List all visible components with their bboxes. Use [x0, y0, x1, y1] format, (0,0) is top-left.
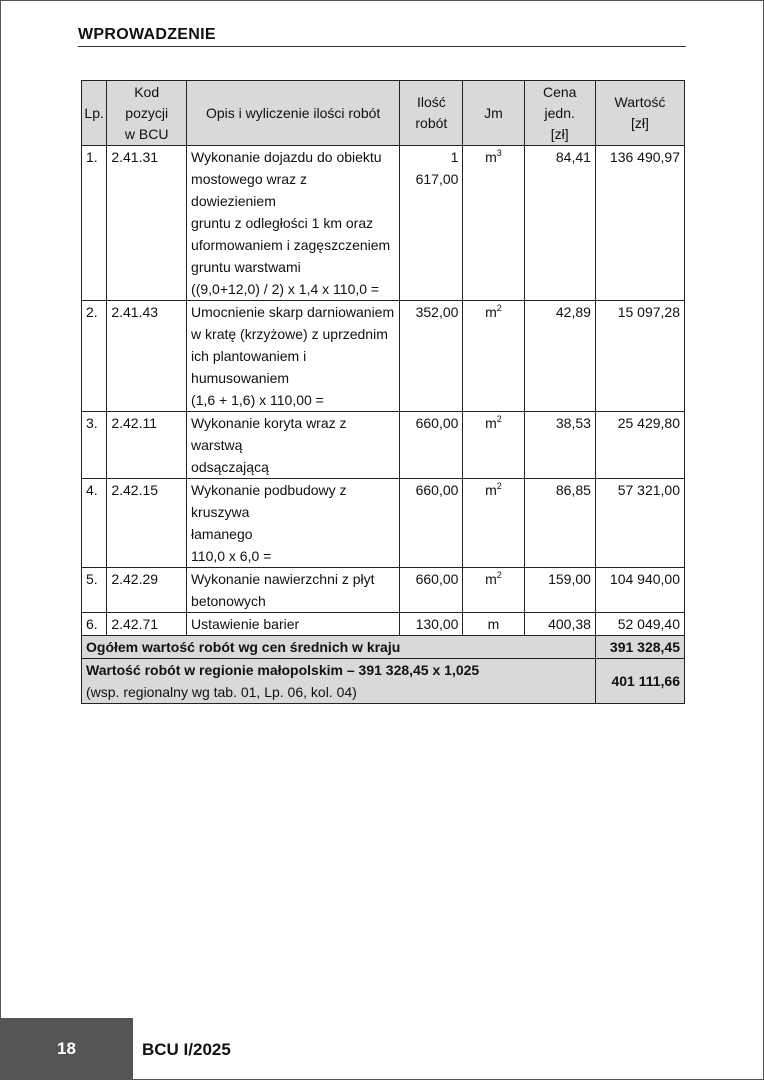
cell-kod: 2.42.29: [107, 568, 187, 613]
unit-text: m: [485, 415, 497, 431]
cell-cena: 86,85: [524, 479, 595, 568]
table-row: [82, 568, 685, 613]
page-number: 18: [57, 1039, 76, 1058]
cell-jm: [463, 301, 524, 412]
cell-jm: [463, 412, 524, 479]
cell-cena: 400,38: [524, 613, 595, 636]
cell-opis: Wykonanie koryta wraz z warstwą odsączającą: [187, 412, 400, 479]
header-lp: Lp.: [82, 81, 107, 146]
cell-cena: 159,00: [524, 568, 595, 613]
cell-lp: 2.: [82, 301, 107, 412]
cell-jm: [463, 613, 524, 636]
table-row: [82, 412, 685, 479]
cell-jm: [463, 146, 524, 301]
cell-opis: Wykonanie dojazdu do obiektu mostowego wraz z dowiezieniem gruntu z odległości 1 km oraz uformowaniem i zagęszczeniem gruntu warstwami ((9,0+12,0) / 2) x 1,4 x 110,0 =: [187, 146, 400, 301]
header-kod: Kod pozycji w BCU: [107, 81, 187, 146]
cell-kod: 2.42.11: [107, 412, 187, 479]
cell-cena: 84,41: [524, 146, 595, 301]
cell-jm: [463, 479, 524, 568]
unit-exponent: 2: [496, 414, 502, 424]
cell-lp: 5.: [82, 568, 107, 613]
total-row: [82, 636, 685, 659]
unit-exponent: 2: [496, 303, 502, 313]
page-number-box: [0, 1018, 133, 1080]
table-row: [82, 301, 685, 412]
table-row: [82, 146, 685, 301]
total-label: Ogółem wartość robót wg cen średnich w kraju: [82, 636, 596, 659]
cell-kod: 2.41.43: [107, 301, 187, 412]
cell-wartosc: 52 049,40: [595, 613, 684, 636]
header-ilosc: Ilość robót: [400, 81, 463, 146]
regional-cell: [82, 659, 596, 704]
section-title: WPROWADZENIE: [78, 26, 686, 47]
regional-value: 401 111,66: [595, 659, 684, 704]
cell-ilosc: 1 617,00: [400, 146, 463, 301]
cell-opis: Wykonanie podbudowy z kruszywa łamanego 110,0 x 6,0 =: [187, 479, 400, 568]
cell-ilosc: 660,00: [400, 412, 463, 479]
cell-wartosc: 104 940,00: [595, 568, 684, 613]
cell-jm: [463, 568, 524, 613]
regional-note: (wsp. regionalny wg tab. 01, Lp. 06, kol. 04): [86, 684, 357, 700]
unit-text: m: [485, 571, 497, 587]
cell-ilosc: 130,00: [400, 613, 463, 636]
table-header-row: [82, 81, 685, 146]
unit-exponent: 2: [496, 481, 502, 491]
cell-wartosc: 25 429,80: [595, 412, 684, 479]
total-value: 391 328,45: [595, 636, 684, 659]
unit-exponent: 2: [496, 570, 502, 580]
cell-lp: 4.: [82, 479, 107, 568]
header-wartosc: Wartość [zł]: [595, 81, 684, 146]
header-cena: Cena jedn. [zł]: [524, 81, 595, 146]
cell-lp: 1.: [82, 146, 107, 301]
cell-wartosc: 57 321,00: [595, 479, 684, 568]
unit-text: m: [485, 149, 497, 165]
regional-label: Wartość robót w regionie małopolskim – 391 328,45 x 1,025: [86, 662, 480, 678]
cell-cena: 38,53: [524, 412, 595, 479]
cell-cena: 42,89: [524, 301, 595, 412]
cell-kod: 2.41.31: [107, 146, 187, 301]
table-row: [82, 613, 685, 636]
publication-title: BCU I/2025: [142, 1040, 231, 1059]
cell-wartosc: 136 490,97: [595, 146, 684, 301]
cell-ilosc: 660,00: [400, 568, 463, 613]
cost-table: [81, 80, 685, 704]
unit-text: m: [485, 482, 497, 498]
cell-lp: 3.: [82, 412, 107, 479]
cell-ilosc: 352,00: [400, 301, 463, 412]
cell-wartosc: 15 097,28: [595, 301, 684, 412]
cell-kod: 2.42.71: [107, 613, 187, 636]
table-row: [82, 479, 685, 568]
unit-text: m: [487, 616, 500, 632]
header-jm: Jm: [463, 81, 524, 146]
unit-exponent: 3: [496, 148, 502, 158]
cell-ilosc: 660,00: [400, 479, 463, 568]
unit-text: m: [485, 304, 497, 320]
cell-opis: Ustawienie barier: [187, 613, 400, 636]
header-opis: Opis i wyliczenie ilości robót: [187, 81, 400, 146]
cell-opis: Umocnienie skarp darniowaniem w kratę (krzyżowe) z uprzednim ich plantowaniem i humusowaniem (1,6 + 1,6) x 110,00 =: [187, 301, 400, 412]
regional-total-row: [82, 659, 685, 704]
cell-kod: 2.42.15: [107, 479, 187, 568]
cell-opis: Wykonanie nawierzchni z płyt betonowych: [187, 568, 400, 613]
cell-lp: 6.: [82, 613, 107, 636]
